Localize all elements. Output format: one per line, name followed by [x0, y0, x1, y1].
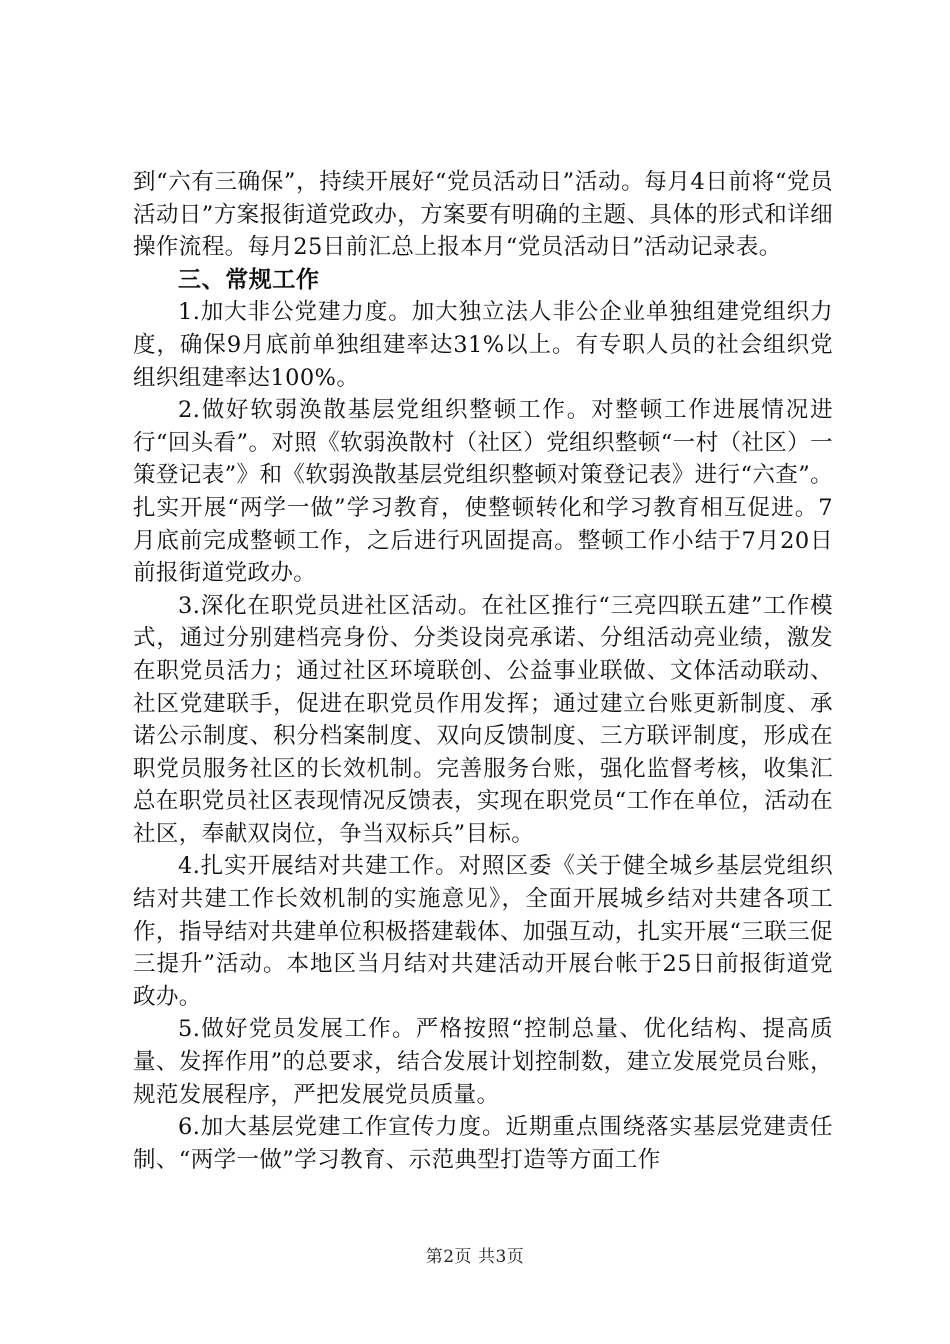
paragraph-continuation: 到“六有三确保”，持续开展好“党员活动日”活动。每月4日前将“党员活动日”方案报街道党政办，方案要有明确的主题、具体的形式和详细操作流程。每月25日前汇总上报本月“党员活动日”活动记录表。 — [133, 169, 833, 261]
paragraph-item-2: 2.做好软弱涣散基层党组织整顿工作。对整顿工作进展情况进行“回头看”。对照《软弱涣散村（社区）党组织整顿“一村（社区）一策登记表”》和《软弱涣散基层党组织整顿对策登记表》进行“六查”。扎实开展“两学一做”学习教育，使整顿转化和学习教育相互促进。7月底前完成整顿工作，之后进行巩固提高。整顿工作小结于7月20日前报街道党政办。 — [133, 397, 833, 587]
section-heading: 三、常规工作 — [178, 265, 320, 293]
document-body — [133, 166, 833, 1176]
paragraph-item-4: 4.扎实开展结对共建工作。对照区委《关于健全城乡基层党组织结对共建工作长效机制的实施意见》，全面开展城乡结对共建各项工作，指导结对共建单位积极搭建载体、加强互动，扎实开展“三联三促三提升”活动。本地区当月结对共建活动开展台帐于25日前报街道党政办。 — [133, 853, 833, 1010]
paragraph-item-6: 6.加大基层党建工作宣传力度。近期重点围绕落实基层党建责任制、“两学一做”学习教育、示范典型打造等方面工作 — [133, 1114, 833, 1173]
paragraph-item-5: 5.做好党员发展工作。严格按照“控制总量、优化结构、提高质量、发挥作用”的总要求，结合发展计划控制数，建立发展党员台账，规范发展程序，严把发展党员质量。 — [133, 1016, 833, 1108]
paragraph-item-1: 1.加大非公党建力度。加大独立法人非公企业单独组建党组织力度，确保9月底前单独组建率达31%以上。有专职人员的社会组织党组织组建率达100%。 — [133, 299, 833, 391]
page-number-footer: 第2页 共3页 — [425, 1247, 525, 1267]
paragraph-item-3: 3.深化在职党员进社区活动。在社区推行“三亮四联五建”工作模式，通过分别建档亮身份、分类设岗亮承诺、分组活动亮业绩，激发在职党员活力；通过社区环境联创、公益事业联做、文体活动联动、社区党建联手，促进在职党员作用发挥；通过建立台账更新制度、承诺公示制度、积分档案制度、双向反馈制度、三方联评制度，形成在职党员服务社区的长效机制。完善服务台账，强化监督考核，收集汇总在职党员社区表现情况反馈表，实现在职党员“工作在单位，活动在社区，奉献双岗位，争当双标兵”目标。 — [133, 592, 833, 847]
